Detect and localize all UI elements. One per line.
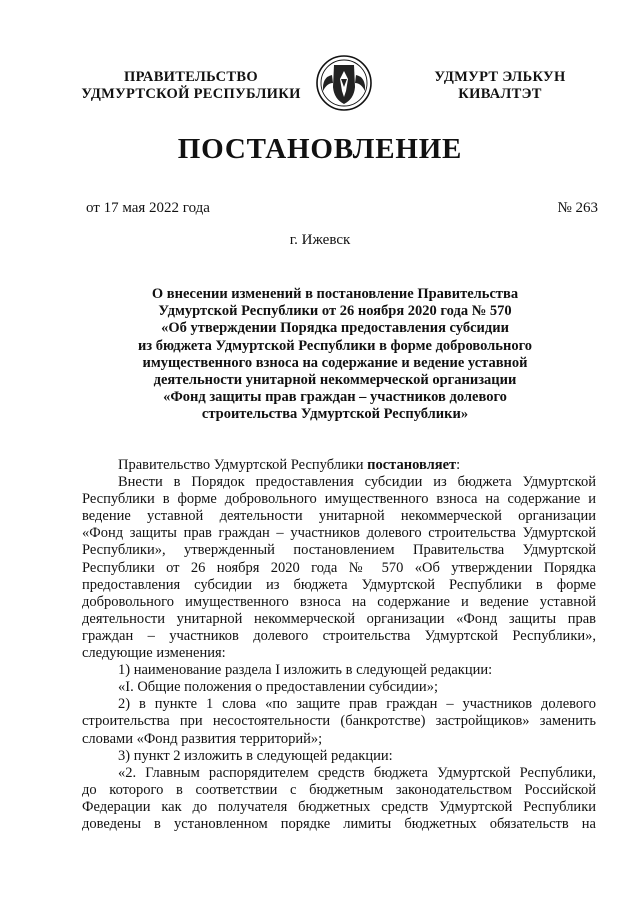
heading-line: строительства Удмуртской Республики» bbox=[201, 406, 469, 423]
document-body bbox=[82, 457, 596, 833]
preamble-text: Правительство Удмуртской Республики bbox=[118, 457, 368, 473]
body-line: Федерации как до получателя бюджетных средств Удмуртской Республики bbox=[82, 798, 596, 815]
heading-line: деятельности унитарной некоммерческой организации bbox=[153, 372, 517, 389]
body-line: Республики в форме добровольного имущественного взноса на содержание и bbox=[82, 491, 596, 508]
body-line: до которого в соответствии с бюджетным законодательством Российской bbox=[82, 781, 596, 798]
preamble bbox=[82, 457, 596, 474]
body-line: 3) пункт 2 изложить в следующей редакции: bbox=[118, 747, 393, 764]
body-line: ведение уставной деятельности унитарной некоммерческой организации bbox=[82, 508, 596, 525]
body-line: Республики», утвержденный постановлением Правительства Удмуртской bbox=[82, 542, 596, 559]
document-date: от 17 мая 2022 года bbox=[86, 200, 210, 216]
document-city: г. Ижевск bbox=[289, 232, 351, 248]
heading-line: из бюджета Удмуртской Республики в форме добровольного bbox=[137, 337, 533, 354]
body-line: добровольного имущественного взноса на содержание и ведение уставной bbox=[82, 593, 596, 610]
issuer-line-1: ПРАВИТЕЛЬСТВО bbox=[124, 69, 258, 85]
issuer-udmurt-line-2: КИВАЛТЭТ bbox=[458, 86, 542, 102]
body-line: 2) в пункте 1 слова «по защите прав граждан – участников долевого bbox=[118, 696, 596, 713]
heading-line: имущественного взноса на содержание и ведение уставной bbox=[142, 354, 528, 371]
body-line: деятельности унитарной некоммерческой организации «Фонд защиты прав bbox=[82, 610, 596, 627]
body-line: Внести в Порядок предоставления субсидии из бюджета Удмуртской bbox=[118, 474, 596, 491]
resolution-heading bbox=[100, 286, 570, 424]
issuer-name-udmurt bbox=[410, 69, 590, 103]
heading-line: Удмуртской Республики от 26 ноября 2020 года № 570 bbox=[158, 303, 512, 320]
heading-line: О внесении изменений в постановление Правительства bbox=[151, 286, 519, 302]
issuer-name-russian bbox=[76, 69, 306, 103]
body-line: словами «Фонд развития территорий»; bbox=[82, 730, 323, 747]
body-line: «Фонд защиты прав граждан – участников долевого строительства Удмуртской bbox=[82, 525, 596, 542]
body-line: следующие изменения: bbox=[82, 645, 226, 662]
issuer-udmurt-line-1: УДМУРТ ЭЛЬКУН bbox=[434, 69, 566, 85]
document-number: № 263 bbox=[557, 200, 598, 216]
preamble-colon: : bbox=[456, 457, 461, 473]
heading-line: «Об утверждении Порядка предоставления субсидии bbox=[161, 320, 509, 337]
body-line: Республики от 26 ноября 2020 года № 570 «Об утверждении Порядка bbox=[82, 559, 596, 576]
body-line: строительства при несостоятельности (банкротстве) застройщиков» заменить bbox=[82, 713, 596, 730]
heading-line: «Фонд защиты прав граждан – участников долевого bbox=[163, 389, 507, 406]
preamble-keyword: постановляет bbox=[367, 457, 457, 473]
document-type-title: ПОСТАНОВЛЕНИЕ bbox=[177, 133, 463, 165]
body-line: доведены в установленном порядке лимиты бюджетных обязательств на bbox=[82, 815, 596, 832]
body-line: предоставления субсидии из бюджета Удмуртской Республики в форме bbox=[82, 576, 596, 593]
body-line: 1) наименование раздела I изложить в следующей редакции: bbox=[118, 662, 493, 679]
body-line: «I. Общие положения о предоставлении субсидии»; bbox=[118, 679, 438, 696]
body-line: «2. Главным распорядителем средств бюджета Удмуртской Республики, bbox=[118, 764, 596, 781]
coat-of-arms-emblem bbox=[312, 53, 376, 113]
body-line: граждан – участников долевого строительства Удмуртской Республики», bbox=[82, 627, 596, 644]
issuer-line-2: УДМУРТСКОЙ РЕСПУБЛИКИ bbox=[81, 86, 301, 102]
